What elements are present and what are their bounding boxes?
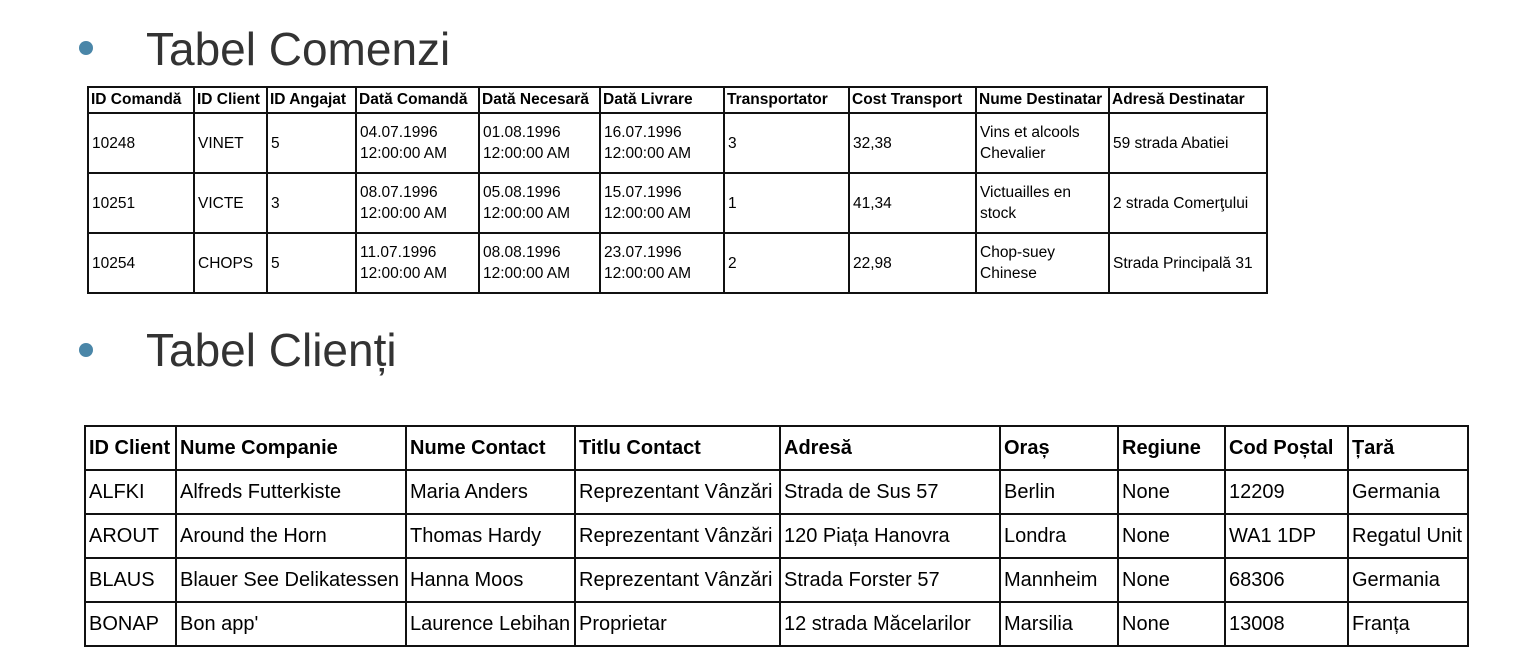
column-header: Transportator (724, 87, 849, 113)
table-cell: 12 strada Măcelarilor (780, 602, 1000, 646)
table-cell: 41,34 (849, 173, 976, 233)
table-cell: 68306 (1225, 558, 1348, 602)
table-cell: 5 (267, 113, 356, 173)
table-cell: VICTE (194, 173, 267, 233)
orders-table (87, 86, 1268, 294)
table-cell: Mannheim (1000, 558, 1118, 602)
column-header: Cost Transport (849, 87, 976, 113)
table-cell: 10251 (88, 173, 194, 233)
table-cell: Chop-suey Chinese (976, 233, 1109, 293)
table-cell: 10254 (88, 233, 194, 293)
table-cell: Bon app' (176, 602, 406, 646)
table-cell: Laurence Lebihan (406, 602, 575, 646)
table-row (85, 558, 1468, 602)
column-header: Nume Companie (176, 426, 406, 470)
column-header: Țară (1348, 426, 1468, 470)
table-cell: Strada Principală 31 (1109, 233, 1267, 293)
table-cell: Vins et alcools Chevalier (976, 113, 1109, 173)
table-cell: 16.07.1996 12:00:00 AM (600, 113, 724, 173)
table-row (88, 113, 1267, 173)
table-cell: Franța (1348, 602, 1468, 646)
table-cell: 120 Piața Hanovra (780, 514, 1000, 558)
table-cell: 05.08.1996 12:00:00 AM (479, 173, 600, 233)
column-header: ID Angajat (267, 87, 356, 113)
column-header: ID Client (85, 426, 176, 470)
table-cell: 04.07.1996 12:00:00 AM (356, 113, 479, 173)
clients-table (84, 425, 1469, 647)
column-header: Adresă (780, 426, 1000, 470)
table-cell: Reprezentant Vânzări (575, 470, 780, 514)
table-cell: 08.08.1996 12:00:00 AM (479, 233, 600, 293)
table-cell: Victuailles en stock (976, 173, 1109, 233)
table-cell: 22,98 (849, 233, 976, 293)
table-cell: Around the Horn (176, 514, 406, 558)
table-cell: 15.07.1996 12:00:00 AM (600, 173, 724, 233)
column-header: Nume Destinatar (976, 87, 1109, 113)
orders-section-title: Tabel Comenzi (146, 23, 451, 75)
table-cell: Reprezentant Vânzări (575, 514, 780, 558)
table-cell: 2 strada Comerţului (1109, 173, 1267, 233)
table-cell: 08.07.1996 12:00:00 AM (356, 173, 479, 233)
column-header: Adresă Destinatar (1109, 87, 1267, 113)
table-cell: BLAUS (85, 558, 176, 602)
table-cell: WA1 1DP (1225, 514, 1348, 558)
table-cell: Blauer See Delikatessen (176, 558, 406, 602)
table-cell: 23.07.1996 12:00:00 AM (600, 233, 724, 293)
table-cell: None (1118, 602, 1225, 646)
table-cell: Maria Anders (406, 470, 575, 514)
table-cell: Hanna Moos (406, 558, 575, 602)
column-header: Nume Contact (406, 426, 575, 470)
table-cell: None (1118, 470, 1225, 514)
table-cell: Marsilia (1000, 602, 1118, 646)
bullet-icon (79, 41, 93, 55)
table-cell: VINET (194, 113, 267, 173)
table-cell: Strada de Sus 57 (780, 470, 1000, 514)
table-cell: 01.08.1996 12:00:00 AM (479, 113, 600, 173)
table-cell: Germania (1348, 470, 1468, 514)
table-cell: 3 (724, 113, 849, 173)
column-header: Oraș (1000, 426, 1118, 470)
table-row (88, 233, 1267, 293)
table-row (85, 470, 1468, 514)
table-cell: None (1118, 558, 1225, 602)
table-cell: 32,38 (849, 113, 976, 173)
clients-section-title: Tabel Clienți (146, 324, 397, 376)
column-header: Regiune (1118, 426, 1225, 470)
table-cell: Regatul Unit (1348, 514, 1468, 558)
table-cell: 2 (724, 233, 849, 293)
column-header: Dată Comandă (356, 87, 479, 113)
table-cell: CHOPS (194, 233, 267, 293)
column-header: ID Client (194, 87, 267, 113)
table-cell: 11.07.1996 12:00:00 AM (356, 233, 479, 293)
table-cell: BONAP (85, 602, 176, 646)
table-header-row (85, 426, 1468, 470)
table-cell: AROUT (85, 514, 176, 558)
column-header: Dată Necesară (479, 87, 600, 113)
table-header-row (88, 87, 1267, 113)
table-cell: Strada Forster 57 (780, 558, 1000, 602)
table-cell: Berlin (1000, 470, 1118, 514)
table-row (88, 173, 1267, 233)
table-cell: 1 (724, 173, 849, 233)
table-cell: Alfreds Futterkiste (176, 470, 406, 514)
table-cell: Reprezentant Vânzări (575, 558, 780, 602)
table-row (85, 602, 1468, 646)
column-header: Cod Poștal (1225, 426, 1348, 470)
table-cell: Germania (1348, 558, 1468, 602)
table-cell: Proprietar (575, 602, 780, 646)
table-cell: ALFKI (85, 470, 176, 514)
table-cell: 59 strada Abatiei (1109, 113, 1267, 173)
column-header: ID Comandă (88, 87, 194, 113)
column-header: Titlu Contact (575, 426, 780, 470)
table-cell: None (1118, 514, 1225, 558)
table-cell: 5 (267, 233, 356, 293)
table-row (85, 514, 1468, 558)
table-cell: Thomas Hardy (406, 514, 575, 558)
table-cell: Londra (1000, 514, 1118, 558)
column-header: Dată Livrare (600, 87, 724, 113)
table-cell: 13008 (1225, 602, 1348, 646)
table-cell: 12209 (1225, 470, 1348, 514)
table-cell: 10248 (88, 113, 194, 173)
table-cell: 3 (267, 173, 356, 233)
bullet-icon (79, 343, 93, 357)
